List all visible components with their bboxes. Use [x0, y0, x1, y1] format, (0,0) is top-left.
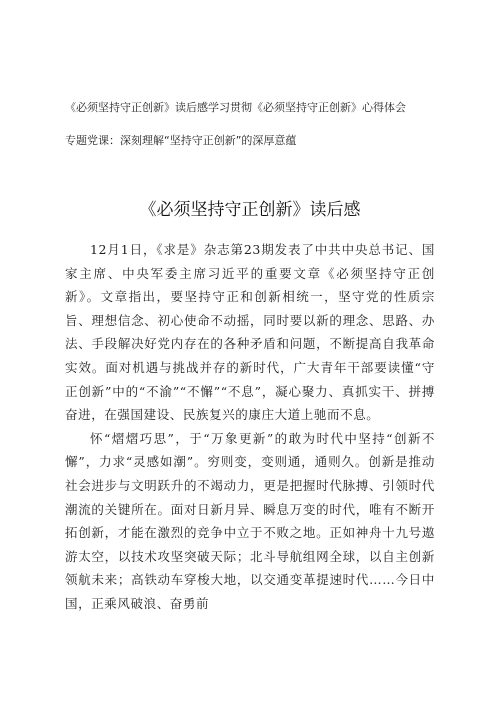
document-title: 《必须坚持守正创新》读后感 — [139, 200, 361, 220]
document-body — [65, 238, 435, 616]
body-paragraph-2: 怀“熠熠巧思”，于“万象更新”的敢为时代中坚持“创新不懈”，力求“灵感如潮”。穷则变，变则通，通则久。创新是推动社会进步与文明跃升的不竭动力，更是把握时代脉搏、引领时代潮流的关键所在。面对日新月异、瞬息万变的时代，唯有不断开拓创新，才能在激烈的竞争中立于不败之地。正如神舟十九号遨游太空，以技术攻坚突破天际；北斗导航组网全球，以自主创新领航未来；高铁动车穿梭大地，以交通变革提速时代……今日中国，正乘风破浪、奋勇前 — [65, 430, 435, 611]
document-header-line-2: 专题党课：深刻理解“坚持守正创新”的深厚意蕴 — [65, 134, 297, 147]
body-paragraph-1: 12月1日，《求是》杂志第23期发表了中共中央总书记、国家主席、中央军委主席习近平的重要文章《必须坚持守正创新》。文章指出，要坚持守正和创新相统一，坚守党的性质宗旨、理想信念、初心使命不动摇，同时要以新的理念、思路、办法、手段解决好党内存在的各种矛盾和问题，不断提高自我革命实效。面对机遇与挑战并存的新时代，广大青年干部要读懂“守正创新”中的“不渝”“不懈”“不息”，凝心聚力、真抓实干、拼搏奋进，在强国建设、民族复兴的康庄大道上驰而不息。 — [65, 242, 435, 423]
document-header-line-1: 《必须坚持守正创新》读后感学习贯彻《必须坚持守正创新》心得体会 — [65, 101, 406, 114]
